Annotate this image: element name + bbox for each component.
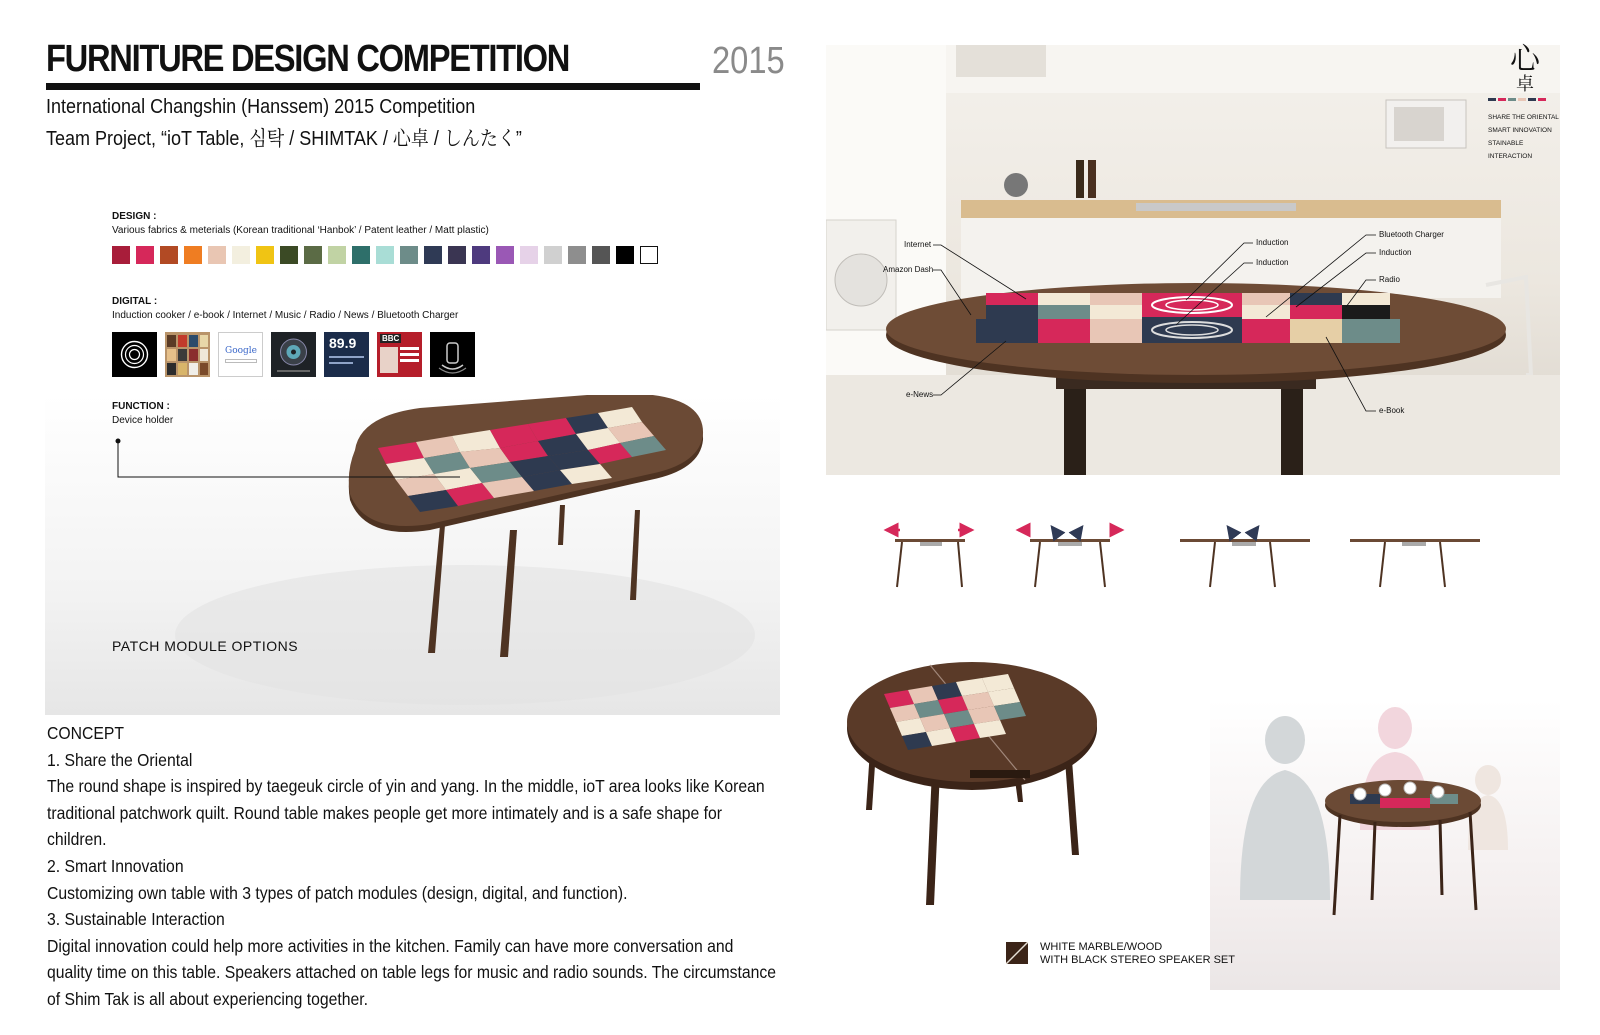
callout-internet: Internet [904, 240, 932, 249]
logo-mark-table: 卓 [1516, 74, 1534, 95]
color-swatch [304, 246, 322, 264]
color-swatch [568, 246, 586, 264]
callout-induction-3: Induction [1379, 248, 1412, 257]
subtitle-competition: International Changshin (Hanssem) 2015 Competition [46, 96, 476, 118]
color-swatch [232, 246, 250, 264]
concept-item3-body: Digital innovation could help more activities in the kitchen. Family can have more conversation and quality time on this table. Speakers attached on table legs for music and radio sounds. The circumstance of Shim Tak is all about experiencing together. [47, 935, 776, 1009]
concept-item3-title: 3. Sustainable Interaction [47, 909, 225, 930]
news-photo [380, 347, 398, 373]
radio-frequency: 89.9 [329, 335, 357, 351]
news-headline-line [400, 347, 419, 350]
patch-module-options-label: PATCH MODULE OPTIONS [112, 638, 299, 654]
bluetooth-charger-icon [430, 332, 475, 377]
news-icon [377, 332, 422, 377]
callout-bluetooth-charger: Bluetooth Charger [1379, 230, 1444, 239]
color-swatch [424, 246, 442, 264]
page-title: FURNITURE DESIGN COMPETITION [46, 38, 570, 80]
concept-heading: CONCEPT [47, 723, 125, 743]
digital-module-row [112, 332, 475, 377]
logo-color-strip [1488, 98, 1562, 101]
material-note-line1: WHITE MARBLE/WOOD [1040, 941, 1163, 953]
callout-ebook: e-Book [1379, 406, 1405, 415]
material-note [1040, 941, 1235, 967]
function-description: Device holder [112, 415, 174, 426]
logo-mark-heart: 心 [1510, 42, 1540, 77]
design-label: DESIGN : [112, 211, 157, 222]
color-swatch [280, 246, 298, 264]
radio-line [329, 362, 353, 364]
music-player-icon [271, 332, 316, 377]
news-headline-line [400, 359, 419, 362]
color-swatch [256, 246, 274, 264]
color-swatch [520, 246, 538, 264]
color-swatch-row [112, 246, 658, 264]
concept-item1-body: The round shape is inspired by taegeuk circle of yin and yang. In the middle, ioT area looks like Korean traditional patchwork quilt. Round table makes people get more intimately and is a safe shape for children. [47, 776, 765, 850]
color-swatch [376, 246, 394, 264]
extension-step-1 [886, 530, 972, 587]
oval-table-illustration [45, 395, 780, 715]
color-swatch [472, 246, 490, 264]
color-swatch [352, 246, 370, 264]
callout-e-news: e-News [906, 390, 934, 399]
color-swatch [448, 246, 466, 264]
extension-step-2 [1018, 527, 1122, 587]
concept-item2-body: Customizing own table with 3 types of patch modules (design, digital, and function). [47, 882, 628, 903]
design-description: Various fabrics & meterials (Korean traditional ‘Hanbok’ / Patent leather / Matt plastic) [112, 225, 489, 236]
color-swatch [592, 246, 610, 264]
color-swatch [400, 246, 418, 264]
color-swatch [496, 246, 514, 264]
news-logo-text: BBC [382, 334, 400, 343]
radio-line [329, 356, 364, 358]
subtitle-project: Team Project, “ioT Table, 심탁 / SHIMTAK / 心卓 / しんたく” [46, 128, 522, 150]
material-note-line2: WITH BLACK STEREO SPEAKER SET [1040, 954, 1235, 966]
callout-induction-1: Induction [1256, 238, 1289, 247]
color-swatch [544, 246, 562, 264]
news-headline-line [400, 353, 419, 356]
callout-induction-2: Induction [1256, 258, 1289, 267]
round-table-render [840, 660, 1110, 930]
digital-label: DIGITAL : [112, 296, 158, 307]
digital-description: Induction cooker / e-book / Internet / Music / Radio / News / Bluetooth Charger [112, 310, 459, 321]
concept-section [47, 720, 777, 1013]
family-silhouette-illustration [1210, 700, 1560, 990]
ebook-shelf-icon [165, 332, 210, 377]
year-label: 2015 [712, 40, 785, 82]
extension-step-4 [1350, 539, 1480, 587]
logo-line-3: STAINABLE INTERACTION [1488, 140, 1533, 160]
logo-line-1: SHARE THE ORIENTAL [1488, 114, 1559, 121]
concept-item2-title: 2. Smart Innovation [47, 855, 184, 876]
browser-search-bar [225, 359, 257, 363]
induction-cooker-icon [112, 332, 157, 377]
color-swatch [616, 246, 634, 264]
logo-line-2: SMART INNOVATION [1488, 127, 1552, 134]
color-swatch [112, 246, 130, 264]
color-swatch [160, 246, 178, 264]
family-dining-scene [1210, 700, 1560, 990]
concept-item1-title: 1. Share the Oriental [47, 749, 193, 770]
function-label: FUNCTION : [112, 401, 170, 412]
kitchen-scene-illustration [826, 42, 1560, 475]
marble-wood-swatch [1006, 942, 1028, 964]
callout-radio: Radio [1379, 275, 1400, 284]
internet-logo-text: Google [225, 346, 257, 356]
radio-icon [324, 332, 369, 377]
title-underline [46, 83, 700, 90]
color-swatch [136, 246, 154, 264]
extension-sequence-diagram [880, 515, 1520, 605]
internet-browser-icon [218, 332, 263, 377]
patch-module-render [45, 395, 780, 715]
color-swatch [328, 246, 346, 264]
extension-step-3 [1180, 527, 1310, 587]
color-swatch [208, 246, 226, 264]
color-swatch [640, 246, 658, 264]
kitchen-scene-photo [826, 42, 1560, 475]
shimtak-logo [1488, 42, 1562, 163]
callout-amazon-dash: Amazon Dash [883, 265, 934, 274]
color-swatch [184, 246, 202, 264]
